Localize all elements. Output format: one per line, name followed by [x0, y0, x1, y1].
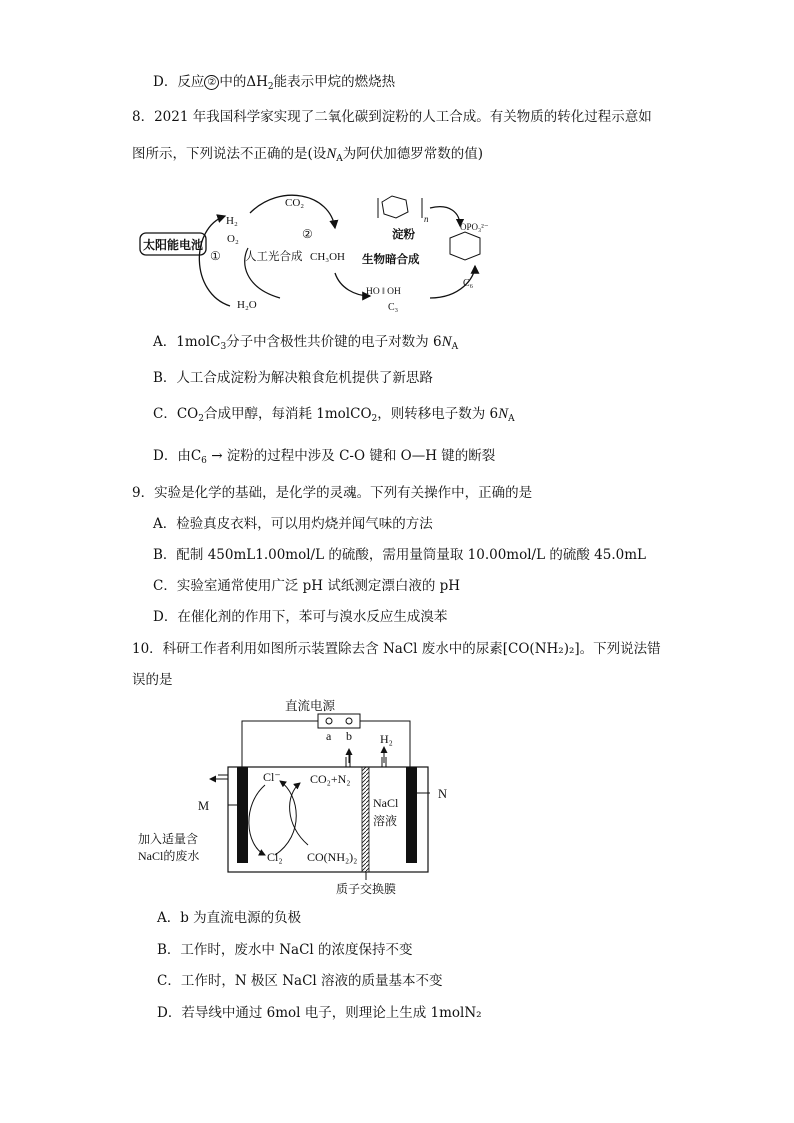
solar-cell-label: 太阳能电池: [142, 238, 204, 252]
h2o-label: H₂O: [237, 299, 257, 311]
q7-option-d: D．反应 ② 中的$\Delta H_2$能表示甲烷的燃烧热: [153, 74, 396, 92]
q9-option-c: C．实验室通常使用广泛 pH 试纸测定漂白液的 pH: [153, 578, 461, 594]
starch-synthesis-diagram: [130, 178, 510, 320]
c6-structure: [450, 232, 480, 260]
co2n2-label: CO₂+N₂: [310, 772, 351, 786]
feed-label-2: NaCl的废水: [138, 849, 200, 863]
m-label: M: [198, 799, 210, 813]
q10-option-d: D．若导线中通过 6mol 电子，则理论上生成 1molN₂: [157, 1005, 482, 1021]
po3-label: OPO₃²⁻: [460, 222, 489, 232]
urea-label: CO(NH₂)₂: [307, 850, 358, 864]
starch-n-label: n: [424, 214, 429, 224]
step1-label: ①: [210, 249, 221, 263]
to-bio-arrow: [335, 273, 370, 296]
q8-option-b: B．人工合成淀粉为解决粮食危机提供了新思路: [153, 370, 433, 386]
q10-stem-line1: 10．科研工作者利用如图所示装置除去含 NaCl 废水中的尿素[CO(NH₂)₂]。下列说法错: [132, 641, 661, 657]
starch-label: 淀粉: [392, 229, 415, 241]
q9-stem: 9．实验是化学的基础，是化学的灵魂。下列有关操作中，正确的是: [132, 485, 533, 501]
q8-option-c: C．$CO_2$合成甲醇，每消耗 1molCO$_2$，则转移电子数为 $6N_A$: [153, 406, 515, 424]
step2-label: ②: [302, 227, 313, 241]
q8-option-d: D．由$C_6$ → 淀粉的过程中涉及 C-O 键和 O—H 键的断裂: [153, 448, 496, 466]
feed-label-1: 加入适量含: [138, 832, 199, 846]
terminal-a: a: [326, 729, 332, 743]
membrane-label: 质子交换膜: [335, 882, 397, 896]
starch-structure: [378, 196, 422, 218]
electrolysis-diagram: [130, 695, 470, 905]
q9-option-d: D．在催化剂的作用下，苯可与溴水反应生成溴苯: [153, 609, 448, 625]
q8-stem-line1: 8．2021 年我国科学家实现了二氧化碳到淀粉的人工合成。有关物质的转化过程示意如: [132, 109, 652, 125]
c6-label: C₆: [463, 278, 474, 289]
electrode-m: [237, 767, 248, 863]
q10-option-a: A．b 为直流电源的负极: [157, 910, 302, 926]
cl2-label: Cl₂: [267, 850, 283, 864]
n-label: N: [438, 787, 448, 801]
o2-label: O₂: [227, 233, 239, 245]
h2-label: H₂: [380, 732, 393, 746]
proton-exchange-membrane: [362, 767, 369, 872]
cl-minus-label: Cl⁻: [263, 770, 281, 784]
power-box: [318, 714, 360, 728]
solution-label: 溶液: [373, 814, 398, 828]
bio-label: 生物暗合成: [362, 254, 420, 266]
h2-label: H₂: [226, 215, 238, 227]
q10-stem-line2: 误的是: [132, 672, 173, 688]
artificial-label: 人工光合成: [245, 251, 303, 263]
q9-option-b: B．配制 450mL1.00mol/L 的硫酸，需用量筒量取 10.00mol/L 的硫酸 45.0mL: [153, 547, 646, 563]
co2-label: CO₂: [285, 197, 305, 209]
q8-stem-line2: 图所示，下列说法不正确的是(设$N_A$为阿伏加德罗常数的值): [132, 146, 484, 164]
terminal-b: b: [346, 729, 352, 743]
q9-option-a: A．检验真皮衣料，可以用灼烧并闻气味的方法: [153, 516, 433, 532]
q8-option-a: A．1molC$_3$分子中含极性共价键的电子对数为 $6N_A$: [153, 334, 459, 352]
c3-struct-label: HO ‖ OH: [366, 287, 401, 297]
q10-option-b: B．工作时，废水中 NaCl 的浓度保持不变: [157, 942, 413, 958]
c6-to-starch-arrow: [430, 207, 460, 226]
electrode-n: [406, 767, 417, 863]
power-label: 直流电源: [284, 699, 336, 713]
c3-label: C₃: [388, 302, 399, 313]
ch3oh-label: CH₃OH: [310, 251, 346, 263]
q10-option-c: C．工作时，N 极区 NaCl 溶液的质量基本不变: [157, 973, 443, 989]
nacl-label: NaCl: [373, 796, 399, 810]
